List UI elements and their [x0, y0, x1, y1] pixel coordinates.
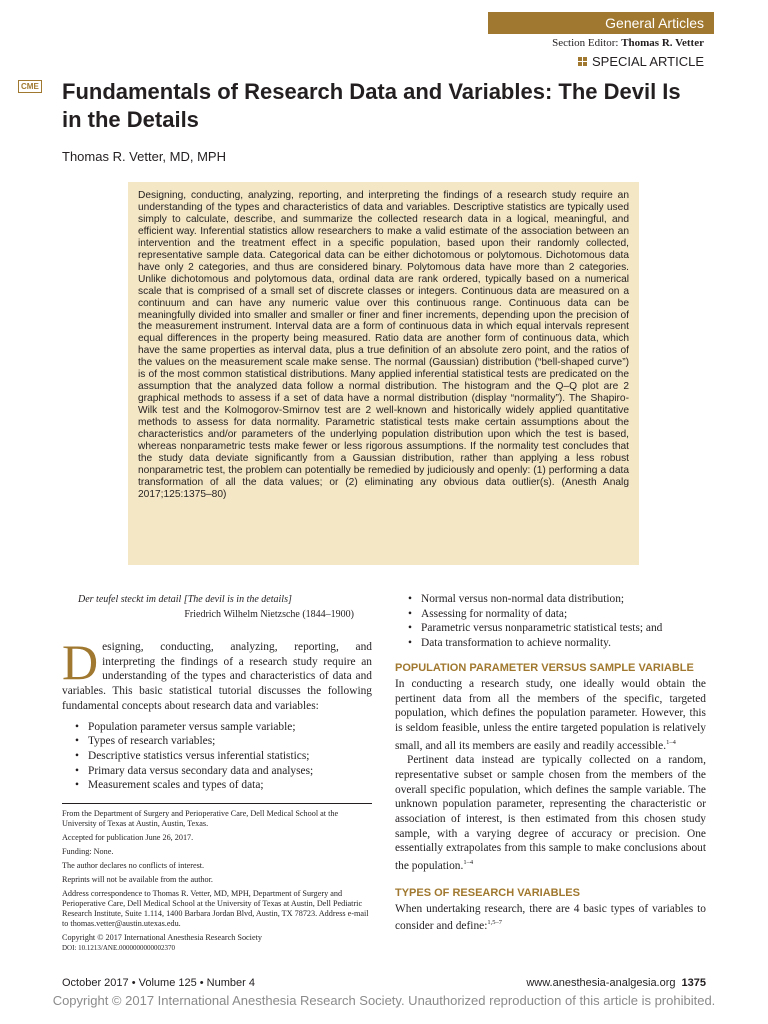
list-item: • Assessing for normality of data; [421, 607, 706, 622]
intro-paragraph: Designing, conducting, analyzing, reporting, and interpreting the findings of a research study require an understanding of the types and characteristics of data and variables. This basic statistical tutorial discusses the following fundamental concepts about research data and variables: [62, 634, 372, 712]
doi-note: DOI: 10.1213/ANE.0000000000002370 [62, 944, 175, 953]
body-paragraph: In conducting a research study, one ideally would obtain the pertinent data from all the members of the specific, targeted population, which defines the population parameter. However, this is seldom feasible, unless the entire targeted population is relatively small, and all its members are easily and readily accessible.$^{1-4}$ [395, 677, 706, 752]
special-article-label: SPECIAL ARTICLE [578, 54, 704, 69]
conflicts-note: The author declares no conflicts of interest. [62, 861, 205, 871]
topic-list-2 [395, 592, 706, 651]
topic-list-1 [62, 720, 372, 794]
article-title: Fundamentals of Research Data and Variables: The Devil Is in the Details [62, 79, 681, 132]
footer-right [526, 977, 706, 989]
affiliation-note: From the Department of Surgery and Perioperative Care, Dell Medical School at the University of Texas at Austin, Austin, Texas. [62, 809, 339, 829]
list-item: • Data transformation to achieve normality. [421, 636, 706, 651]
page-number: 1375 [681, 977, 706, 989]
list-item: • Measurement scales and types of data; [88, 778, 372, 793]
drop-cap: D [62, 634, 99, 690]
copyright-note: Copyright © 2017 International Anesthesia Research Society [62, 933, 262, 943]
section-heading-population: POPULATION PARAMETER VERSUS SAMPLE VARIABLE [395, 661, 694, 674]
section-editor-name: Thomas R. Vetter [621, 37, 704, 49]
left-column [62, 592, 372, 957]
epigraph-author: Friedrich Wilhelm Nietzsche (1844–1900) [184, 609, 354, 620]
list-item: • Descriptive statistics versus inferential statistics; [88, 749, 372, 764]
correspondence-note: Address correspondence to Thomas R. Vetter, MD, MPH, Department of Surgery and Perioperative Care, Dell Medical School at the University of Texas at Austin, Dell Pediatric Research Institute, Suite 1.114, 1400 Barbara Jordan Blvd, Austin, TX 78723. Address e-mail to thomas.vetter@austin.utexas.edu. [62, 889, 369, 929]
copyright-notice: Copyright © 2017 International Anesthesia Research Society. Unauthorized reproduction of this article is prohibited. [52, 993, 716, 1008]
issue-info: October 2017 • Volume 125 • Number 4 [62, 977, 255, 989]
body-paragraph: When undertaking research, there are 4 basic types of variables to consider and define:$^{1,5-7}$ [395, 902, 706, 933]
funding-note: Funding: None. [62, 847, 114, 857]
list-item: • Normal versus non-normal data distribution; [421, 592, 706, 607]
journal-website[interactable]: www.anesthesia-analgesia.org [526, 977, 676, 989]
article-notes [62, 803, 372, 953]
body-paragraph: Pertinent data instead are typically collected on a random, representative subset or sample chosen from the members of the overall specific population, which defines the sample variable. The unknown population parameter, representing the characteristic or association of interest, is then estimated from this chosen study sample, with a varying degree of accuracy or precision. One essentially extrapolates from this sample to make conclusions about the population.$^{1-4}$ [395, 754, 706, 872]
list-item: • Population parameter versus sample variable; [88, 720, 372, 735]
list-item: • Types of research variables; [88, 734, 372, 749]
right-column [395, 592, 706, 934]
reprints-note: Reprints will not be available from the author. [62, 875, 213, 885]
section-editor: Section Editor: Thomas R. Vetter [552, 37, 704, 49]
section-label: General Articles [605, 15, 704, 31]
citation-ref: 1–4 [666, 738, 676, 746]
article-author: Thomas R. Vetter, MD, MPH [62, 149, 226, 164]
abstract-box: Designing, conducting, analyzing, reporting, and interpreting the findings of a research study require an understanding of the types and characteristics of data and variables. Descriptive statistics are typically used simply to calculate, describe, and summarize the collected research data in a logical, meaningful, and efficient way. Inferential statistics allow researchers to make a valid estimate of the association between an intervention and the treatment effect in a specific population, based upon their randomly collected, representative sample data. Categorical data can be either dichotomous or polytomous. Dichotomous data have only 2 categories, and thus are considered binary. Polytomous data have more than 2 categories. Unlike dichotomous and polytomous data, ordinal data are rank ordered, typically based on a numerical scale that is comprised of a small set of discrete classes or integers. Continuous data are measured on a continuum and can have any numeric value over this continuous range. Continuous data can be meaningfully divided into smaller and smaller or finer and finer increments, depending upon the precision of the measurement instrument. Interval data are a form of continuous data in which equal intervals represent equal differences in the property being measured. Ratio data are another form of continuous data, which have the same properties as interval data, plus a true definition of an absolute zero point, and the ratios of the values on the measurement scale make sense. The normal (Gaussian) distribution (“bell-shaped curve”) is of the most common statistical distributions. Many applied inferential statistical tests are predicated on the assumption that the analyzed data follow a normal distribution. The histogram and the Q–Q plot are 2 graphical methods to assess if a set of data have a normal distribution (display “normality”). The Shapiro-Wilk test and the Kolmogorov-Smirnov test are 2 well-known and historically widely applied quantitative methods to assess for data normality. Parametric statistical tests make certain assumptions about the characteristics and/or parameters of the underlying population distribution upon which the test is based, whereas nonparametric tests make fewer or less rigorous assumptions. If the normality test concludes that the study data deviate significantly from a Gaussian distribution, rather than applying a less robust nonparametric test, the problem can potentially be remedied by judiciously and openly: (1) performing a data transformation of all the data values; or (2) eliminating any obvious data outlier(s). (Anesth Analg 2017;125:1375–80) [128, 182, 639, 565]
list-item: • Parametric versus nonparametric statistical tests; and [421, 621, 706, 636]
section-banner [488, 12, 714, 34]
citation-ref: 1,5–7 [487, 919, 502, 927]
section-heading-variable-types: TYPES OF RESEARCH VARIABLES [395, 886, 580, 899]
epigraph: Der teufel steckt im detail [The devil is in the details] [78, 594, 292, 605]
accepted-note: Accepted for publication June 26, 2017. [62, 833, 194, 843]
cme-badge: CME [18, 80, 42, 93]
grid-squares-icon [578, 57, 587, 66]
citation-ref: 1–4 [463, 859, 474, 867]
list-item: • Primary data versus secondary data and analyses; [88, 764, 372, 779]
